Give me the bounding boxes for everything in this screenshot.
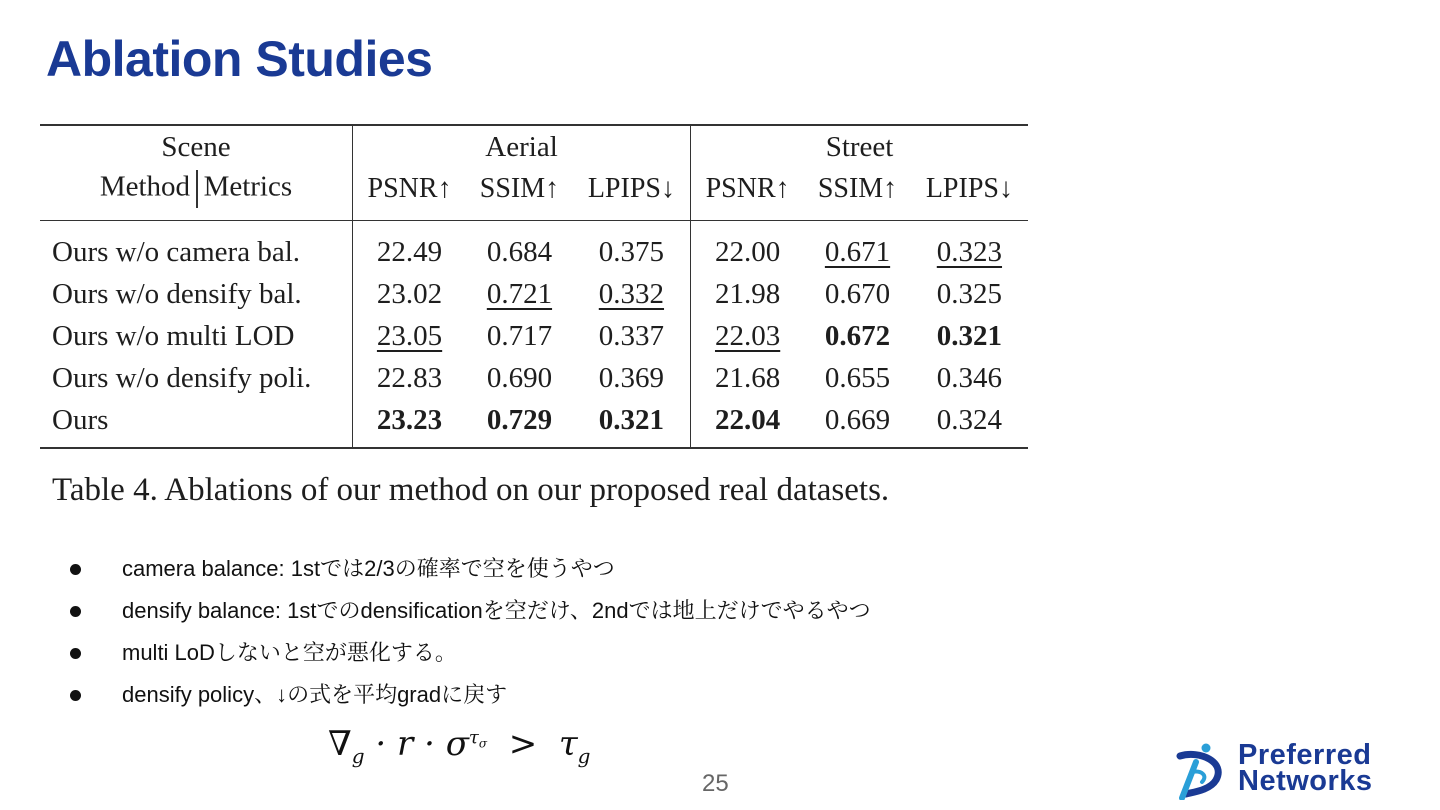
metric-header: LPIPS↓ — [925, 173, 1013, 204]
value-cell: 0.323 — [911, 221, 1028, 274]
value-cell: 22.49 — [353, 221, 467, 274]
value-cell: 22.00 — [691, 221, 805, 274]
value-cell: 21.98 — [714, 277, 781, 310]
table-caption: Table 4. Ablations of our method on our proposed real datasets. — [52, 472, 890, 508]
notes-list — [70, 548, 871, 716]
table-row — [40, 221, 1028, 274]
formula-dot: · — [424, 724, 435, 764]
table-row — [40, 273, 1028, 315]
value-cell: 0.324 — [911, 399, 1028, 448]
table-header-row-groups — [40, 125, 1028, 168]
value-cell: 21.68 — [714, 361, 781, 394]
method-metrics-header — [40, 168, 353, 221]
note-text: densify policy、↓の式を平均gradに戻す — [122, 682, 508, 707]
ablation-table — [40, 124, 1028, 449]
list-item — [70, 632, 871, 674]
value-cell: 0.332 — [573, 273, 691, 315]
value-cell: 0.337 — [573, 315, 691, 357]
metric-header: SSIM↑ — [817, 173, 898, 204]
value-cell: 23.05 — [376, 319, 443, 352]
formula-tau: τ — [468, 726, 479, 748]
bullet-icon — [70, 690, 81, 701]
formula-sigma: σ — [445, 724, 469, 764]
value-cell: 23.02 — [376, 277, 443, 310]
table-row — [40, 357, 1028, 399]
method-cell: Ours w/o densify bal. — [40, 273, 353, 315]
preferred-networks-logo — [1172, 739, 1422, 800]
value-cell: 22.03 — [714, 319, 781, 352]
value-cell: 0.729 — [466, 399, 573, 448]
value-cell: 0.671 — [804, 221, 911, 274]
value-cell: 0.321 — [573, 399, 691, 448]
value-cell: 0.369 — [573, 357, 691, 399]
metrics-header: Metrics — [203, 170, 293, 203]
method-header: Method — [99, 170, 191, 203]
bullet-icon — [70, 606, 81, 617]
logo-line-1: Preferred — [1238, 739, 1372, 771]
formula-gt: > — [508, 724, 538, 764]
value-cell: 0.670 — [824, 277, 891, 310]
group-header-street: Street — [691, 125, 1028, 168]
note-text: multi LoDしないと空が悪化する。 — [122, 640, 457, 665]
list-item — [70, 674, 871, 716]
scene-header: Scene — [40, 125, 353, 168]
method-cell: Ours w/o camera bal. — [40, 221, 353, 274]
value-cell: 0.321 — [936, 319, 1003, 352]
note-text: camera balance: 1stでは2/3の確率で空を使うやつ — [122, 556, 615, 581]
list-item — [70, 548, 871, 590]
slide-title: Ablation Studies — [46, 31, 433, 87]
value-cell: 0.669 — [804, 399, 911, 448]
value-cell: 0.717 — [486, 319, 553, 352]
logo-line-2: Networks — [1238, 765, 1373, 797]
table-row — [40, 315, 1028, 357]
formula-nabla: ∇ — [328, 724, 352, 764]
bullet-icon — [70, 564, 81, 575]
method-metrics-divider — [196, 170, 198, 208]
formula-rhs-sub: g — [577, 743, 591, 768]
value-cell: 22.04 — [691, 399, 805, 448]
ablation-table-figure — [40, 124, 1028, 449]
value-cell: 0.690 — [486, 361, 553, 394]
method-cell: Ours — [40, 399, 353, 448]
list-item — [70, 590, 871, 632]
value-cell: 0.684 — [466, 221, 573, 274]
note-text: densify balance: 1stでのdensificationを空だけ、2ndでは地上だけでやるやつ — [122, 598, 871, 623]
page-number: 25 — [702, 770, 729, 797]
value-cell: 0.721 — [486, 277, 553, 310]
formula-rhs-tau: τ — [558, 724, 578, 764]
value-cell: 0.346 — [936, 361, 1003, 394]
table-header-row-metrics — [40, 168, 1028, 221]
table-row — [40, 399, 1028, 448]
metric-header: LPIPS↓ — [573, 168, 691, 221]
metric-header: PSNR↑ — [705, 173, 790, 204]
formula-nabla-sub: g — [351, 743, 365, 768]
value-cell: 0.655 — [824, 361, 891, 394]
method-cell: Ours w/o multi LOD — [40, 315, 353, 357]
value-cell: 23.23 — [353, 399, 467, 448]
value-cell: 0.375 — [573, 221, 691, 274]
metric-header: SSIM↑ — [479, 173, 560, 204]
bullet-icon — [70, 648, 81, 659]
metric-header: PSNR↑ — [367, 173, 452, 204]
group-header-aerial: Aerial — [353, 125, 691, 168]
formula-exponent — [468, 726, 488, 751]
logo-text — [1238, 739, 1373, 797]
formula-tau-sub: σ — [478, 736, 488, 751]
value-cell: 0.672 — [824, 319, 891, 352]
method-cell: Ours w/o densify poli. — [40, 357, 353, 399]
logo-mark-icon — [1172, 742, 1232, 800]
value-cell: 22.83 — [376, 361, 443, 394]
value-cell: 0.325 — [936, 277, 1003, 310]
formula-r: r — [397, 724, 414, 764]
densify-formula — [328, 724, 590, 768]
formula-dot: · — [375, 724, 387, 764]
